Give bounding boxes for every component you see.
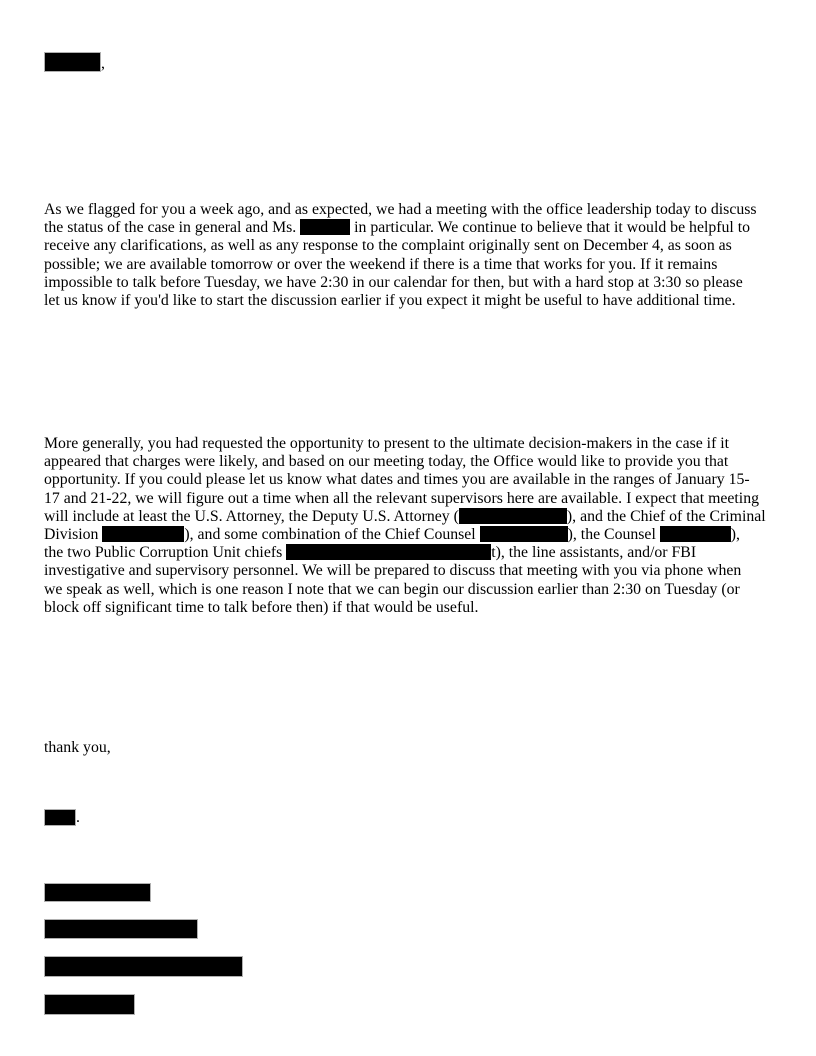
text-line [44,599,766,617]
salutation-suffix: , [101,55,105,72]
inline-redaction-bar [102,526,184,542]
text-segment: in particular. We continue to believe that it would be helpful to [350,219,751,237]
inline-redaction-bar [300,219,350,235]
signature [44,809,80,827]
text-segment: will include at least the U.S. Attorney, the Deputy U.S. Attorney ( [44,507,459,525]
text-line [44,526,766,544]
signature-redaction-bar [44,809,76,826]
text-segment: the status of the case in general and Ms. [44,219,301,237]
inline-redaction-bar [480,526,568,542]
signature-suffix: . [76,809,80,826]
text-segment: ), the Counsel [567,525,660,543]
text-segment: As we flagged for you a week ago, and as expected, we had a meeting with the office leadership today to discuss [44,201,757,218]
contact-redaction-bar [44,994,135,1015]
contact-redaction-bar [44,919,198,939]
text-segment: the two Public Corruption Unit chiefs [44,544,287,562]
text-segment: let us know if you'd like to start the discussion earlier if you expect it might be useful to have additional time. [44,291,736,309]
contact-redaction-bar [44,956,243,977]
text-segment: opportunity. If you could please let us know what dates and times you are available in the ranges of January 15- [44,471,750,489]
contact-redaction-bar [44,883,151,902]
salutation [44,52,105,73]
text-line [44,237,757,255]
inline-redaction-bar [459,508,567,524]
text-segment: block off significant time to talk before then) if that would be useful. [44,598,479,616]
inline-redaction-bar [660,526,731,542]
text-segment: ), and some combination of the Chief Counsel [184,525,480,543]
text-segment: 17 and 21-22, we will figure out a time when all the relevant supervisors here are available. I expect that meeting [44,489,759,507]
text-segment: investigative and supervisory personnel. We will be prepared to discuss that meeting with you via phone when [44,562,742,580]
paragraph-2 [44,435,766,617]
text-segment: we speak as well, which is one reason I note that we can begin our discussion earlier than 2:30 on Tuesday (or [44,580,740,598]
text-line [44,471,766,489]
text-segment: Division [44,525,103,543]
text-line [44,490,766,508]
text-segment: t), the line assistants, and/or FBI [491,544,697,562]
text-line [44,435,766,453]
contact-block [44,883,243,1015]
closing-text: thank you, [44,739,111,756]
salutation-redaction-bar [44,52,101,72]
text-segment: possible; we are available tomorrow or over the weekend if there is a time that works for you. If it remains [44,255,718,273]
text-segment: appeared that charges were likely, and based on our meeting today, the Office would like to provide you that [44,453,729,471]
text-line [44,581,766,599]
text-line [44,201,757,219]
text-line [44,544,766,562]
text-line [44,219,757,237]
text-line [44,256,757,274]
text-segment: impossible to talk before Tuesday, we have 2:30 in our calendar for then, but with a hard stop at 3:30 so please [44,273,743,291]
text-line [44,453,766,471]
text-segment: ), and the Chief of the Criminal [566,507,766,525]
text-line [44,562,766,580]
text-line [44,292,757,310]
text-segment: receive any clarifications, as well as any response to the complaint originally sent on December 4, as soon as [44,237,732,255]
text-line [44,274,757,292]
paragraph-1 [44,201,757,310]
text-line [44,508,766,526]
text-segment: ), [730,525,740,543]
text-segment: More generally, you had requested the opportunity to present to the ultimate decision-makers in the case if it [44,435,730,452]
inline-redaction-bar [286,544,491,560]
